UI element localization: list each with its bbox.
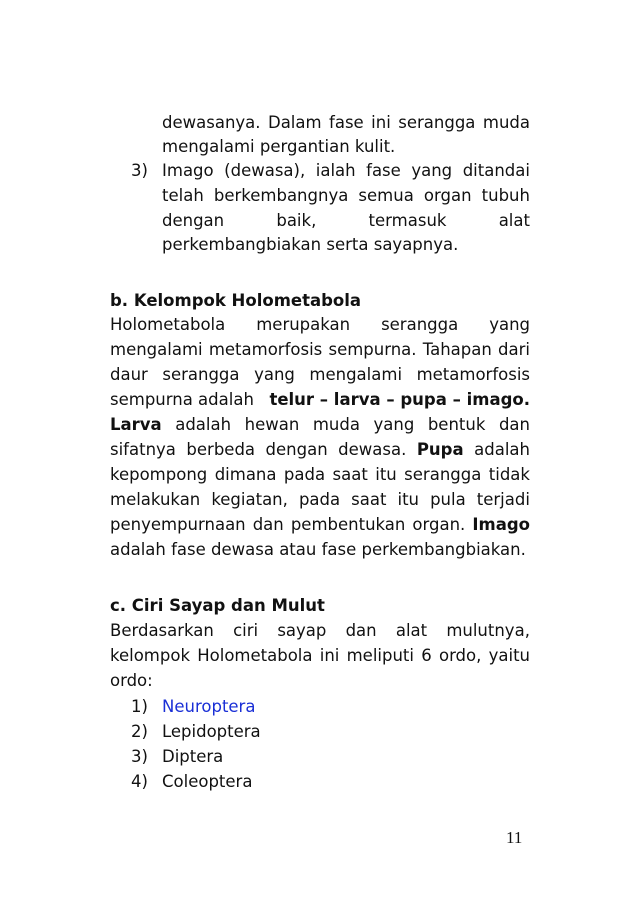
list-item-3-line-4: perkembangbiakan serta sayapnya.: [162, 235, 459, 254]
word: ordo,: [438, 646, 482, 665]
word: yang: [373, 415, 415, 434]
word: daur: [110, 365, 148, 384]
word: serangga: [404, 465, 482, 484]
word: melakukan: [110, 490, 201, 509]
word: kepompong: [110, 465, 208, 484]
list-item-3-line-3: [162, 209, 530, 233]
word: Imago: [162, 161, 214, 180]
word: merupakan: [256, 315, 351, 334]
word: (dewasa),: [224, 161, 306, 180]
word: penyempurnaan: [110, 515, 246, 534]
word: kegiatan,: [211, 490, 288, 509]
word: terjadi: [476, 490, 530, 509]
word: mengalami: [110, 340, 203, 359]
word: alat: [395, 621, 428, 640]
order-item-2-number: 2): [131, 722, 148, 741]
word: berkembangnya: [213, 186, 349, 205]
word: saat: [332, 465, 368, 484]
word: muda: [482, 113, 530, 132]
word: ialah: [315, 161, 356, 180]
list-item-3-line-1: [162, 159, 530, 183]
order-item-4-number: 4): [131, 772, 148, 791]
word: organ: [423, 186, 472, 205]
word: Tahapan: [422, 340, 492, 359]
word: metamorfosis: [208, 340, 323, 359]
section-b-line-4: [110, 388, 530, 412]
word: mulutnya,: [446, 621, 530, 640]
word: adalah: [175, 415, 232, 434]
section-b-line-9: [110, 513, 530, 537]
section-b-line-3: [110, 363, 530, 387]
word: tidak: [488, 465, 530, 484]
word: telah: [162, 186, 204, 205]
word: ini: [319, 646, 340, 665]
word: sempurna.: [328, 340, 417, 359]
section-c-heading: c. Ciri Sayap dan Mulut: [110, 596, 325, 615]
word: meliputi: [346, 646, 414, 665]
word: serangga: [162, 365, 240, 384]
section-b-line-7: [110, 463, 530, 487]
word: fase: [366, 161, 401, 180]
section-b-line-1: [110, 313, 530, 337]
word: saat: [351, 490, 387, 509]
word: organ.: [412, 515, 466, 534]
list-intro-line-2: mengalami pergantian kulit.: [162, 137, 396, 156]
word: alat: [498, 211, 530, 230]
word: hewan: [244, 415, 300, 434]
word: mengalami: [309, 365, 403, 384]
section-b-line-5: [110, 413, 530, 437]
word: pembentukan: [290, 515, 406, 534]
word: berbeda: [186, 440, 256, 459]
order-item-1-label: Neuroptera: [162, 697, 256, 716]
word: ciri: [233, 621, 259, 640]
word: fase: [329, 113, 364, 132]
word: Dalam: [267, 113, 322, 132]
word: dan: [345, 621, 377, 640]
section-b-line-6: [110, 438, 530, 462]
order-item-3-number: 3): [131, 747, 148, 766]
word: dan: [252, 515, 284, 534]
word: yang: [489, 315, 530, 334]
word: Berdasarkan: [110, 621, 214, 640]
word: kelompok: [110, 646, 190, 665]
word: Holometabola: [197, 646, 313, 665]
word: sayap: [277, 621, 327, 640]
order-item-4-label: Coleoptera: [162, 772, 253, 791]
bold-term: Imago: [472, 515, 530, 534]
word: bentuk: [427, 415, 486, 434]
word: yang: [411, 161, 453, 180]
bold-term: Pupa: [416, 440, 464, 459]
word: pada: [298, 490, 341, 509]
word: yang: [254, 365, 295, 384]
word: sifatnya: [110, 440, 176, 459]
word: itu: [397, 490, 420, 509]
bold-stages: telur – larva – pupa – imago.: [269, 390, 530, 409]
order-item-1-number: 1): [131, 697, 148, 716]
word: metamorfosis: [416, 365, 530, 384]
page-number: 11: [506, 828, 523, 847]
word: dimana: [214, 465, 277, 484]
word: pada: [283, 465, 326, 484]
word: itu: [375, 465, 397, 484]
text-span: sempurna adalah: [110, 390, 254, 409]
list-item-3-number: 3): [131, 161, 148, 180]
word: ini: [371, 113, 391, 132]
word: tubuh: [481, 186, 530, 205]
word: baik,: [276, 211, 317, 230]
word: dewasa.: [338, 440, 407, 459]
word: yaitu: [488, 646, 530, 665]
section-b-heading: b. Kelompok Holometabola: [110, 291, 362, 310]
section-c-line-2: [110, 644, 530, 668]
word: dengan: [265, 440, 328, 459]
word: Holometabola: [110, 315, 226, 334]
section-c-line-1: [110, 619, 530, 643]
section-b-line-2: [110, 338, 530, 362]
word: ditandai: [462, 161, 530, 180]
word: serangga: [398, 113, 476, 132]
word: 6: [421, 646, 432, 665]
list-intro-line-1: [162, 111, 530, 135]
order-item-2-label: Lepidoptera: [162, 722, 261, 741]
word: dan: [498, 415, 530, 434]
section-b-line-10: adalah fase dewasa atau fase perkembangbiakan.: [110, 540, 526, 559]
word: dari: [498, 340, 530, 359]
word: semua: [358, 186, 414, 205]
word: muda: [312, 415, 360, 434]
word: dewasanya.: [162, 113, 261, 132]
section-c-line-3: ordo:: [110, 671, 153, 690]
word: serangga: [381, 315, 459, 334]
word: pula: [430, 490, 466, 509]
bold-term: Larva: [110, 415, 162, 434]
order-item-3-label: Diptera: [162, 747, 224, 766]
word: termasuk: [368, 211, 447, 230]
word: dengan: [162, 211, 225, 230]
word: adalah: [474, 440, 530, 459]
list-item-3-line-2: [162, 184, 530, 208]
section-b-line-8: [110, 488, 530, 512]
